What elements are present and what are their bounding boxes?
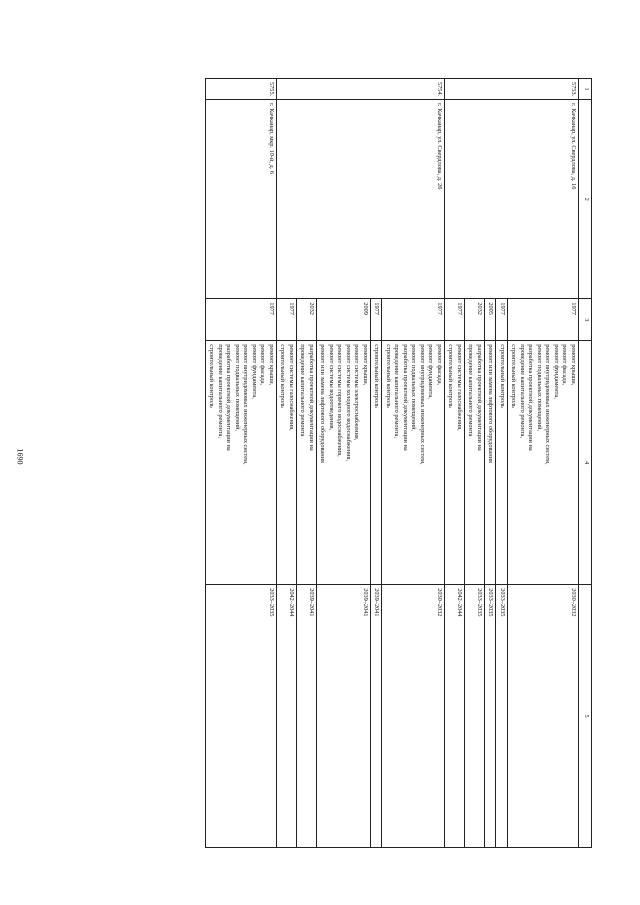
record-number: 5755.	[206, 79, 277, 100]
record-number: 5754.	[277, 79, 445, 100]
work-types: строительный контроль	[496, 341, 508, 585]
register-sheet	[86, 78, 592, 848]
build-year: 1977	[371, 299, 383, 341]
work-types: ремонт крыши, ремонт фасада, ремонт фундамента, ремонт внутридомовых инженерных систем, ремонт подвальных помещений, разработка проектной документации на проведение капитального ремонта, строительный контроль	[508, 341, 579, 585]
repair-period: 2033–2035	[206, 585, 277, 848]
build-year: 2032	[297, 299, 317, 341]
column-header: 4	[579, 341, 592, 585]
build-year: 1977	[445, 299, 465, 341]
build-year: 1977	[277, 299, 297, 341]
building-address: г. Качканар, ул. Свердлова, д. 26	[277, 100, 445, 299]
work-types: ремонт системы газоснабжения, строительный контроль	[277, 341, 297, 585]
work-types: ремонт системы газоснабжения, строительный контроль	[445, 341, 465, 585]
column-number-row	[579, 79, 592, 848]
column-header: 5	[579, 585, 592, 848]
repair-period: 2039–2041	[371, 585, 383, 848]
building-address: г. Качканар, мкр. 10-й, д. 6	[206, 100, 277, 299]
building-address: г. Качканар, ул. Свердлова, д. 16	[445, 100, 579, 299]
column-header: 3	[579, 299, 592, 341]
repair-period: 2042–2044	[277, 585, 297, 848]
build-year: 1977	[508, 299, 579, 341]
repair-period: 2033–2035	[465, 585, 485, 848]
work-types: ремонт крыши, ремонт фасада, ремонт фундамента, ремонт внутридомовых инженерных систем, ремонт подвальных помещений, разработка проектной документации на проведение капитального ремонта, строительный контроль	[206, 341, 277, 585]
table-row	[508, 79, 579, 848]
work-types: разработка проектной документации на проведение капитального ремонта	[465, 341, 485, 585]
build-year: 2009	[317, 299, 371, 341]
work-types: разработка проектной документации на проведение капитального ремонта	[297, 341, 317, 585]
build-year: 2032	[465, 299, 485, 341]
page-number: 1690	[15, 448, 25, 465]
repair-period: 2030–2032	[508, 585, 579, 848]
repair-schedule-table	[205, 78, 592, 848]
build-year: 2005	[485, 299, 497, 341]
table-row	[382, 79, 445, 848]
repair-period: 2042–2044	[445, 585, 465, 848]
repair-period: 2039–2041	[297, 585, 317, 848]
repair-period: 2030–2032	[382, 585, 445, 848]
build-year: 1977	[206, 299, 277, 341]
table-row	[206, 79, 277, 848]
work-types: ремонт крыши, ремонт системы электроснабжения, ремонт системы холодного водоснабжения, ремонт системы горячего водоснабжения, ремонт системы водоотведения, ремонт или замена лифтового оборудования	[317, 341, 371, 585]
repair-period: 2039–2041	[317, 585, 371, 848]
work-types: строительный контроль	[371, 341, 383, 585]
column-header: 2	[579, 100, 592, 299]
work-types: ремонт фасада, ремонт фундамента, ремонт внутридомовых инженерных систем, ремонт подвальных помещений, разработка проектной документации на проведение капитального ремонта, строительный контроль	[382, 341, 445, 585]
column-header: 1	[579, 79, 592, 100]
build-year: 1977	[496, 299, 508, 341]
repair-period: 2033–2035	[496, 585, 508, 848]
build-year: 1977	[382, 299, 445, 341]
repair-period: 2033–2035	[485, 585, 497, 848]
record-number: 5753.	[445, 79, 579, 100]
work-types: ремонт или замена лифтового оборудования	[485, 341, 497, 585]
